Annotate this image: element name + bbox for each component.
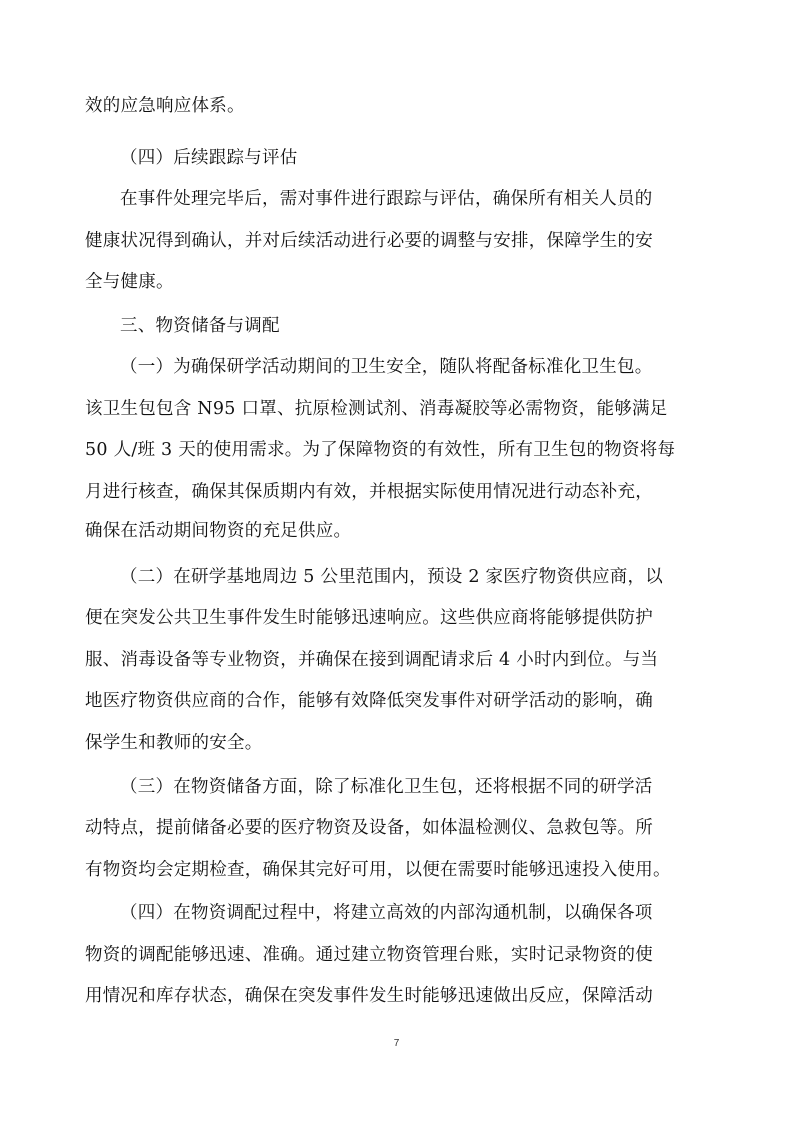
text-line: （二）在研学基地周边 5 公里范围内，预设 2 家医疗物资供应商，以 [120, 567, 664, 587]
text-line: 有物资均会定期检查，确保其完好可用，以便在需要时能够迅速投入使用。 [85, 860, 671, 880]
text-line: 月进行核查，确保其保质期内有效，并根据实际使用情况进行动态补充， [85, 482, 653, 502]
text-line: 健康状况得到确认，并对后续活动进行必要的调整与安排，保障学生的安 [85, 231, 653, 251]
text-line: 效的应急响应体系。 [85, 96, 245, 116]
text-line: 动特点，提前储备必要的医疗物资及设备，如体温检测仪、急救包等。所 [85, 818, 653, 838]
text-line: 物资的调配能够迅速、准确。通过建立物资管理台账，实时记录物资的使 [85, 945, 653, 965]
text-line: 保学生和教师的安全。 [85, 733, 263, 753]
text-line: 该卫生包包含 N95 口罩、抗原检测试剂、消毒凝胶等必需物资，能够满足 [85, 399, 668, 419]
section-heading: 三、物资储备与调配 [120, 316, 280, 336]
text-line: （四）在物资调配过程中，将建立高效的内部沟通机制，以确保各项 [120, 903, 653, 923]
text-line: 确保在活动期间物资的充足供应。 [85, 521, 352, 541]
text-line: （一）为确保研学活动期间的卫生安全，随队将配备标准化卫生包。 [120, 357, 653, 377]
text-line: 地医疗物资供应商的合作，能够有效降低突发事件对研学活动的影响，确 [85, 691, 653, 711]
text-line: 在事件处理完毕后，需对事件进行跟踪与评估，确保所有相关人员的 [120, 189, 653, 209]
text-line: 用情况和库存状态，确保在突发事件发生时能够迅速做出反应，保障活动 [85, 986, 653, 1006]
section-heading: （四）后续跟踪与评估 [120, 148, 298, 168]
page-number: 7 [393, 1038, 400, 1049]
text-line: 便在突发公共卫生事件发生时能够迅速响应。这些供应商将能够提供防护 [85, 608, 653, 628]
text-line: 全与健康。 [85, 272, 174, 292]
text-line: 50 人/班 3 天的使用需求。为了保障物资的有效性，所有卫生包的物资将每 [85, 440, 676, 460]
text-line: 服、消毒设备等专业物资，并确保在接到调配请求后 4 小时内到位。与当 [85, 650, 659, 670]
text-line: （三）在物资储备方面，除了标准化卫生包，还将根据不同的研学活 [120, 777, 653, 797]
